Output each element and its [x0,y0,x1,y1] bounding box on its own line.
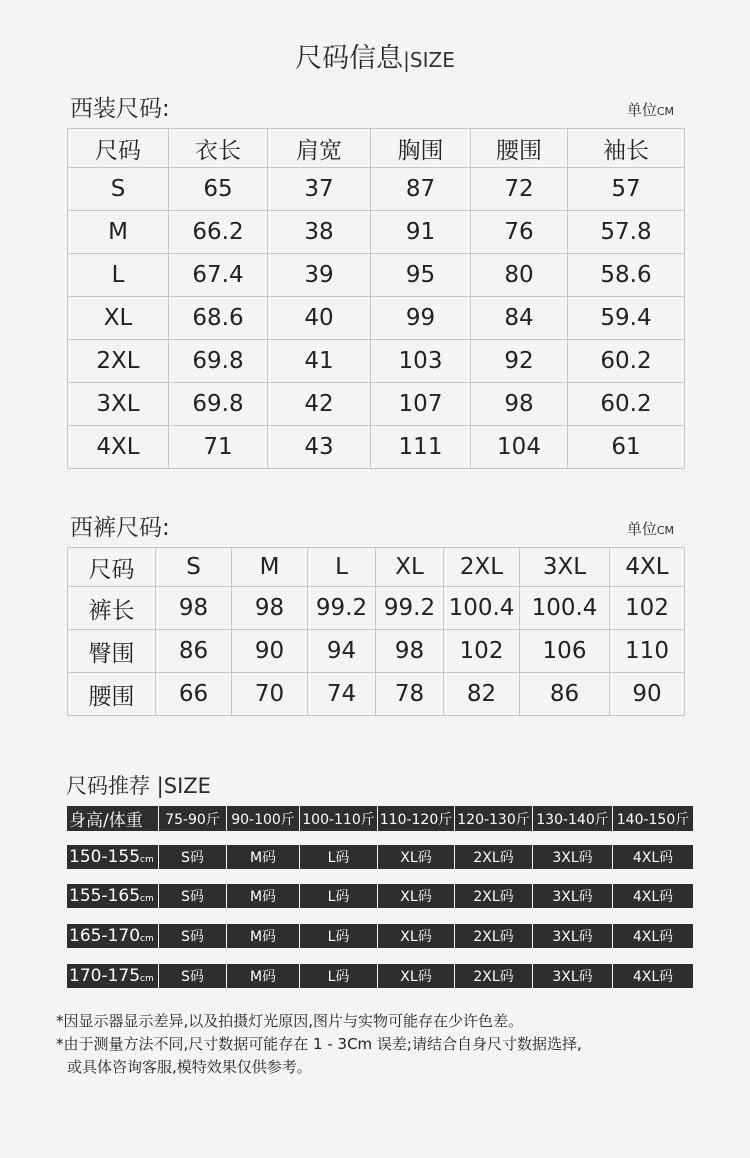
height-value: 165-170 [69,926,141,946]
recommended-size: 4XL码 [613,884,693,908]
suit-unit-suffix: CM [656,105,674,118]
table-cell: 58.6 [568,254,685,297]
table-cell: 57 [568,168,685,211]
table-cell: 99 [371,297,471,340]
weight-range-header: 120-130斤 [455,806,532,831]
column-header: XL [376,548,444,587]
table-cell: 98 [471,383,568,426]
table-row [68,211,685,254]
table-cell: 60.2 [568,340,685,383]
table-cell: 41 [268,340,371,383]
table-cell: 80 [471,254,568,297]
column-header: M [232,548,308,587]
recommended-size: XL码 [378,884,454,908]
table-cell: 99.2 [308,587,376,630]
recommended-size: S码 [159,964,226,988]
table-cell: 99.2 [376,587,444,630]
recommend-row [66,884,694,908]
note-line: *由于测量方法不同,尺寸数据可能存在 1 - 3Cm 误差;请结合自身尺寸数据选择, [56,1035,582,1053]
table-cell: 98 [232,587,308,630]
table-cell: 107 [371,383,471,426]
height-weight-header: 身高/体重 [67,806,158,831]
table-row [68,168,685,211]
table-cell: 111 [371,426,471,469]
recommend-row [66,845,694,869]
table-cell: 100.4 [520,587,610,630]
column-header: 袖长 [568,129,685,168]
table-cell: 68.6 [169,297,268,340]
size-label: XL [68,297,169,340]
table-row [68,254,685,297]
column-header: L [308,548,376,587]
recommended-size: M码 [227,884,299,908]
table-cell: 95 [371,254,471,297]
table-cell: 104 [471,426,568,469]
column-header: 衣长 [169,129,268,168]
recommend-row [66,924,694,948]
pants-unit-label [627,518,674,539]
recommended-size: S码 [159,924,226,948]
recommended-size: M码 [227,924,299,948]
recommended-size: L码 [300,924,377,948]
table-cell: 42 [268,383,371,426]
table-cell: 43 [268,426,371,469]
weight-range-header: 90-100斤 [227,806,299,831]
table-cell: 59.4 [568,297,685,340]
notes [56,1010,696,1079]
table-cell: 61 [568,426,685,469]
table-cell: 74 [308,673,376,716]
table-row [68,383,685,426]
height-value: 150-155 [69,847,141,867]
weight-range-header: 130-140斤 [533,806,612,831]
column-header: 2XL [444,548,520,587]
column-header: 腰围 [471,129,568,168]
suit-unit-text: 单位 [626,101,657,119]
recommended-size: 4XL码 [613,845,693,869]
recommended-size: 2XL码 [455,845,532,869]
table-cell: 40 [268,297,371,340]
recommended-size: 3XL码 [533,884,612,908]
weight-range-header: 75-90斤 [159,806,226,831]
height-unit: cm [140,855,154,865]
weight-range-header: 100-110斤 [300,806,377,831]
table-cell: 76 [471,211,568,254]
table-cell: 37 [268,168,371,211]
size-label: S [68,168,169,211]
table-cell: 67.4 [169,254,268,297]
column-header: S [156,548,232,587]
height-unit: cm [140,974,154,984]
recommended-size: L码 [300,964,377,988]
size-label: L [68,254,169,297]
table-cell: 94 [308,630,376,673]
table-cell: 102 [444,630,520,673]
size-label: 3XL [68,383,169,426]
height-range [67,845,158,869]
recommended-size: XL码 [378,924,454,948]
table-cell: 82 [444,673,520,716]
table-cell: 70 [232,673,308,716]
table-cell: 100.4 [444,587,520,630]
recommend-title: 尺码推荐 |SIZE [66,774,211,798]
table-header-row [68,548,685,587]
height-value: 155-165 [69,886,141,906]
table-header-row [68,129,685,168]
recommended-size: 4XL码 [613,964,693,988]
column-header: 胸围 [371,129,471,168]
table-cell: 98 [376,630,444,673]
table-cell: 102 [610,587,685,630]
weight-range-header: 140-150斤 [613,806,693,831]
recommended-size: S码 [159,845,226,869]
table-cell: 71 [169,426,268,469]
table-cell: 106 [520,630,610,673]
table-row [68,297,685,340]
table-cell: 69.8 [169,383,268,426]
table-cell: 91 [371,211,471,254]
recommended-size: 2XL码 [455,964,532,988]
table-cell: 72 [471,168,568,211]
table-cell: 60.2 [568,383,685,426]
page-title [0,36,750,75]
recommended-size: 3XL码 [533,964,612,988]
column-header: 4XL [610,548,685,587]
pants-unit-text: 单位 [626,520,657,538]
height-range [67,964,158,988]
recommend-header-table [66,806,694,831]
table-cell: 86 [156,630,232,673]
note-line: 或具体咨询客服,模特效果仅供参考。 [67,1058,312,1076]
measure-label: 臀围 [68,630,156,673]
table-cell: 86 [520,673,610,716]
height-unit: cm [140,934,154,944]
table-row [68,340,685,383]
column-header: 尺码 [68,129,169,168]
height-value: 170-175 [69,966,141,986]
table-row [68,426,685,469]
pants-size-table [67,547,685,716]
pants-section-title: 西裤尺码: [70,515,170,541]
table-cell: 87 [371,168,471,211]
page-title-suffix: SIZE [409,48,455,72]
table-cell: 66.2 [169,211,268,254]
table-cell: 92 [471,340,568,383]
recommended-size: 2XL码 [455,884,532,908]
size-label: 4XL [68,426,169,469]
height-range [67,924,158,948]
table-row [68,673,685,716]
recommended-size: XL码 [378,964,454,988]
column-header: 尺码 [68,548,156,587]
table-cell: 98 [156,587,232,630]
recommend-header-row [67,806,693,831]
note-line: *因显示器显示差异,以及拍摄灯光原因,图片与实物可能存在少许色差。 [56,1012,524,1030]
table-cell: 57.8 [568,211,685,254]
table-cell: 90 [610,673,685,716]
table-cell: 103 [371,340,471,383]
recommended-size: 3XL码 [533,845,612,869]
suit-section-title: 西装尺码: [70,96,170,122]
table-cell: 39 [268,254,371,297]
column-header: 3XL [520,548,610,587]
table-row [68,587,685,630]
recommended-size: XL码 [378,845,454,869]
recommended-size: L码 [300,884,377,908]
recommended-size: M码 [227,845,299,869]
size-label: M [68,211,169,254]
pants-unit-suffix: CM [656,524,674,537]
column-header: 肩宽 [268,129,371,168]
table-cell: 69.8 [169,340,268,383]
height-range [67,884,158,908]
table-cell: 65 [169,168,268,211]
height-unit: cm [140,894,154,904]
table-cell: 90 [232,630,308,673]
measure-label: 裤长 [68,587,156,630]
table-cell: 84 [471,297,568,340]
recommend-row [66,964,694,988]
recommended-size: L码 [300,845,377,869]
recommended-size: 4XL码 [613,924,693,948]
table-row [68,630,685,673]
measure-label: 腰围 [68,673,156,716]
table-cell: 66 [156,673,232,716]
size-label: 2XL [68,340,169,383]
suit-unit-label [627,99,674,120]
page-title-text: 尺码信息 [295,43,404,74]
recommended-size: M码 [227,964,299,988]
recommended-size: S码 [159,884,226,908]
recommended-size: 3XL码 [533,924,612,948]
table-cell: 110 [610,630,685,673]
page-title-separator: | [403,48,410,72]
weight-range-header: 110-120斤 [378,806,454,831]
table-cell: 78 [376,673,444,716]
recommended-size: 2XL码 [455,924,532,948]
table-cell: 38 [268,211,371,254]
suit-size-table [67,128,685,469]
